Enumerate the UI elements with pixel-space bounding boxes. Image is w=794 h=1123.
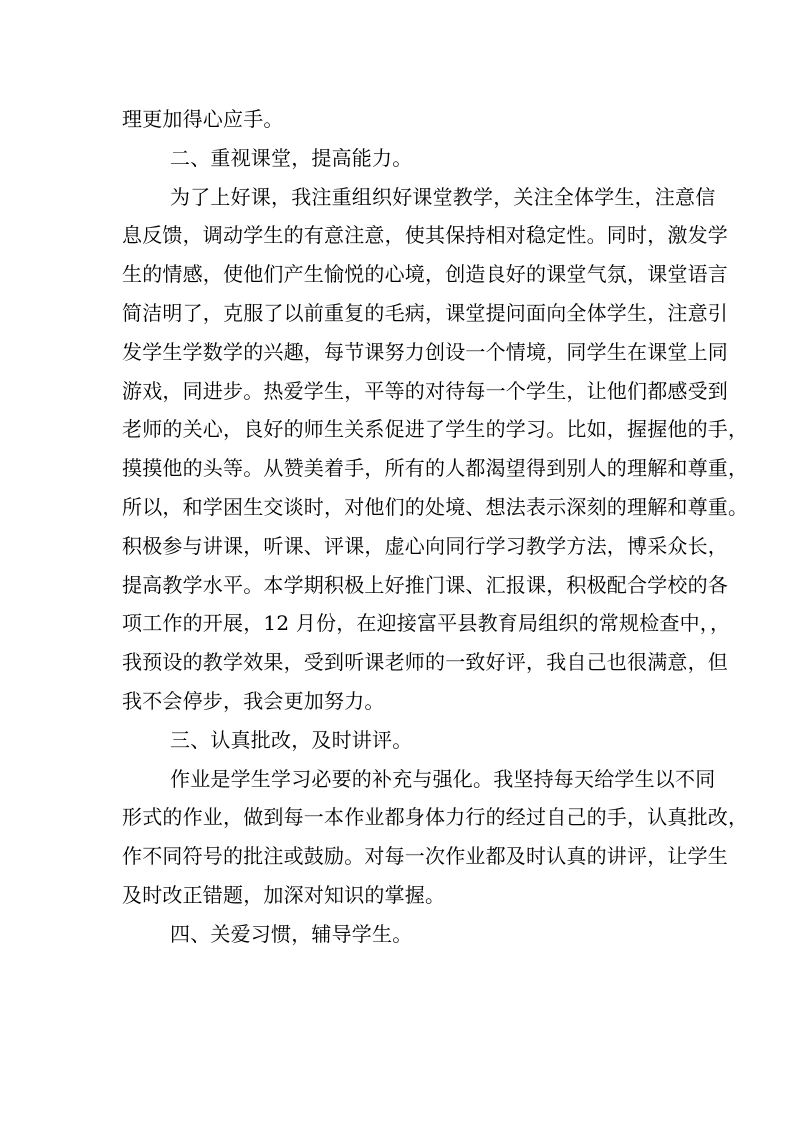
section-heading: 三、认真批改，及时讲评。	[170, 727, 413, 752]
text-line: 理更加得心应手。	[122, 107, 284, 131]
text-line: 游戏，同进步。热爱学生，平等的对待每一个学生，让他们都感受到	[122, 378, 728, 403]
text-line: 项工作的开展，12 月份，在迎接富平县教育局组织的常规检查中，，	[122, 611, 731, 636]
document-body	[122, 100, 749, 954]
text-line: 息反馈，调动学生的有意注意，使其保持相对稳定性。同时，激发学	[122, 223, 728, 248]
text-line: 我不会停步，我会更加努力。	[122, 688, 385, 713]
text-line: 为了上好课，我注重组织好课堂教学，关注全体学生，注意信	[170, 184, 716, 209]
text-line: 作业是学生学习必要的补充与强化。我坚持每天给学生以不同	[170, 766, 716, 791]
text-line: 简洁明了，克服了以前重复的毛病，课堂提问面向全体学生，注意引	[122, 300, 728, 325]
text-line: 生的情感，使他们产生愉悦的心境，创造良好的课堂气氛，课堂语言	[122, 262, 728, 287]
section-heading: 二、重视课堂，提高能力。	[170, 145, 413, 170]
text-line: 作不同符号的批注或鼓励。对每一次作业都及时认真的讲评，让学生	[122, 844, 728, 869]
text-line: 所以，和学困生交谈时，对他们的处境、想法表示深刻的理解和尊重。	[122, 494, 749, 519]
text-line: 提高教学水平。本学期积极上好推门课、汇报课，积极配合学校的各	[122, 572, 728, 597]
section-heading: 四、关爱习惯，辅导学生。	[170, 921, 413, 946]
text-line: 形式的作业，做到每一本作业都身体力行的经过自己的手，认真批改，	[122, 805, 749, 830]
text-line: 发学生学数学的兴趣，每节课努力创设一个情境，同学生在课堂上同	[122, 339, 728, 364]
text-line: 摸摸他的头等。从赞美着手，所有的人都渴望得到别人的理解和尊重，	[122, 456, 749, 481]
text-line: 我预设的教学效果，受到听课老师的一致好评，我自己也很满意，但	[122, 650, 728, 675]
text-line: 及时改正错题，加深对知识的掌握。	[122, 882, 446, 907]
text-line: 老师的关心，良好的师生关系促进了学生的学习。比如，握握他的手，	[122, 417, 749, 442]
text-line: 积极参与讲课，听课、评课，虚心向同行学习教学方法，博采众长，	[122, 533, 728, 558]
